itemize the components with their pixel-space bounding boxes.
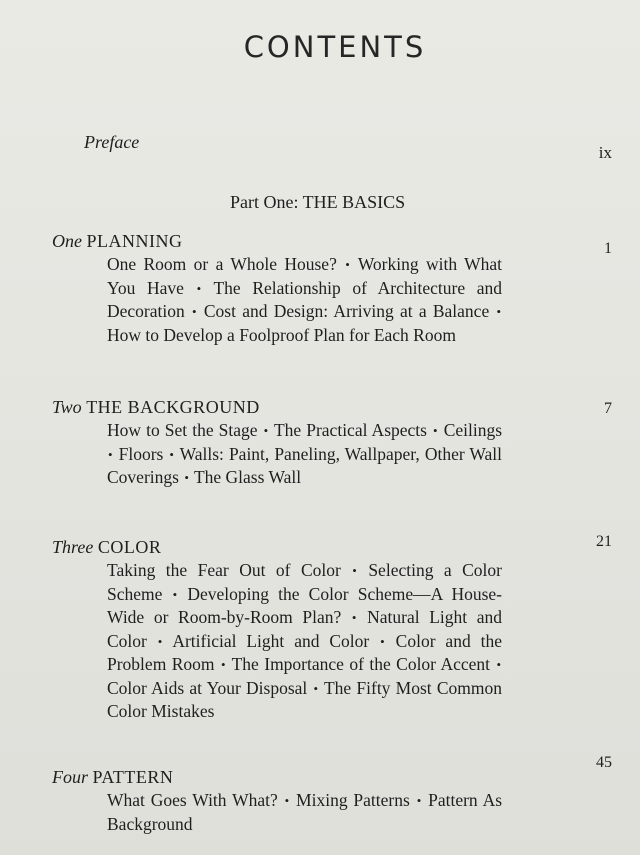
chapter-two-page-number: 7 [604, 400, 612, 417]
bullet-separator: • [172, 586, 178, 602]
toc-entry: How to Develop a Foolproof Plan for Each Room [107, 324, 456, 345]
chapter-three [52, 536, 502, 723]
toc-entry: Color and the Problem Room [107, 630, 502, 674]
preface-page-number: ix [598, 143, 612, 162]
bullet-separator: • [263, 423, 269, 438]
toc-entry: Mixing Patterns [296, 790, 410, 810]
toc-entry: Selecting a Color Scheme [107, 560, 503, 604]
toc-entry: Floors [118, 443, 164, 464]
part-heading: Part One: THE BASICS [230, 192, 406, 212]
toc-entry: Natural Light and Color [107, 607, 503, 651]
bullet-separator: • [496, 657, 501, 672]
toc-entry: Color Aids at Your Disposal [107, 677, 308, 698]
chapter-two [52, 396, 502, 490]
toc-entry: What Goes With What? [107, 790, 278, 810]
bullet-separator: • [433, 423, 438, 438]
toc-entry: The Relationship of Architecture and Decoration [107, 277, 503, 321]
toc-entry: Pattern As Background [107, 790, 503, 834]
bullet-separator: • [184, 470, 189, 485]
chapter-title: THE BACKGROUND [86, 397, 260, 417]
preface-label: Preface [84, 132, 140, 152]
bullet-separator: • [496, 304, 502, 319]
chapter-heading [52, 766, 502, 788]
chapter-heading [52, 536, 502, 558]
chapter-entries [107, 789, 502, 835]
toc-entry: How to Set the Stage [107, 420, 258, 440]
toc-entry: Walls: Paint, Paneling, Wallpaper, Other Wall Coverings [107, 443, 502, 487]
toc-entry: Developing the Color Scheme—A House-Wide or Room-by-Room Plan? [107, 583, 502, 627]
bullet-separator: • [108, 446, 113, 462]
toc-entry: Cost and Design: Arriving at a Balance [203, 301, 490, 321]
bullet-separator: • [351, 610, 357, 625]
chapter-number: Four [52, 767, 88, 787]
chapter-title: COLOR [97, 537, 162, 557]
bullet-separator: • [169, 446, 174, 462]
chapter-number: One [52, 231, 82, 251]
chapter-title: PLANNING [86, 231, 183, 251]
toc-entry: The Practical Aspects [273, 420, 427, 440]
chapter-title: PATTERN [92, 767, 174, 787]
bullet-separator: • [196, 280, 202, 296]
toc-entry: The Importance of the Color Accent [231, 654, 491, 674]
toc-entry: Taking the Fear Out of Color [107, 560, 341, 580]
toc-entry: Ceilings [443, 420, 503, 440]
bullet-separator: • [416, 793, 422, 808]
chapter-heading [52, 230, 502, 252]
bullet-separator: • [220, 657, 226, 672]
chapter-entries [107, 559, 502, 723]
bullet-separator: • [284, 793, 290, 808]
bullet-separator: • [192, 304, 197, 319]
chapter-one-page-number: 1 [604, 240, 612, 257]
toc-entry: Working with What You Have [107, 254, 503, 298]
chapter-four [52, 766, 502, 835]
bullet-separator: • [380, 633, 385, 649]
bullet-separator: • [157, 633, 163, 649]
chapter-number: Three [52, 537, 94, 557]
chapter-one [52, 230, 502, 346]
chapter-number: Two [52, 397, 82, 417]
bullet-separator: • [313, 680, 319, 696]
chapter-heading [52, 396, 502, 418]
toc-entry: The Fifty Most Common Color Mistakes [107, 677, 502, 721]
bullet-separator: • [345, 257, 350, 272]
chapter-three-page-number: 21 [596, 533, 612, 550]
toc-entry: Artificial Light and Color [172, 630, 370, 651]
toc-entry: The Glass Wall [193, 467, 302, 487]
toc-entry: One Room or a Whole House? [107, 254, 337, 274]
contents-heading: CONTENTS [243, 30, 427, 64]
chapter-entries [107, 253, 502, 346]
chapter-four-page-number: 45 [596, 754, 612, 771]
bullet-separator: • [352, 563, 357, 578]
chapter-entries [107, 419, 502, 490]
